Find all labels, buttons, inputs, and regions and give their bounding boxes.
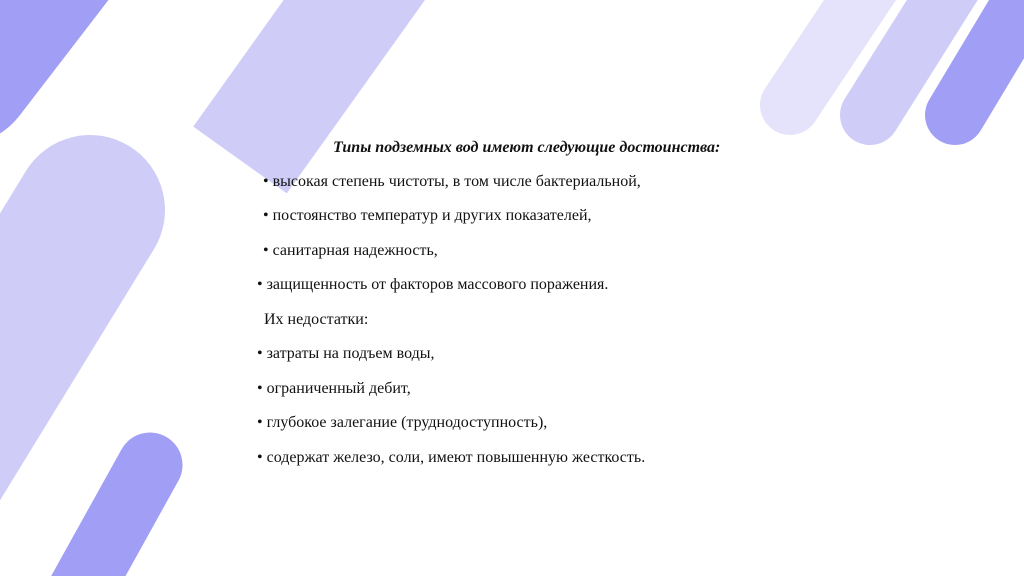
advantage-item: • постоянство температур и других показателей, xyxy=(263,207,592,224)
disadvantage-item: • глубокое залегание (труднодоступность), xyxy=(257,414,548,431)
advantage-item: • санитарная надежность, xyxy=(263,242,438,259)
disadvantage-item: • содержат железо, соли, имеют повышенную жесткость. xyxy=(257,449,646,466)
disadvantage-item: • ограниченный дебит, xyxy=(257,380,411,397)
disadvantages-label: Их недостатки: xyxy=(264,311,369,328)
disadvantage-item: • затраты на подъем воды, xyxy=(257,345,435,362)
slide-heading: Типы подземных вод имеют следующие достоинства: xyxy=(333,139,721,156)
advantage-item: • высокая степень чистоты, в том числе бактериальной, xyxy=(263,173,641,190)
advantage-item: • защищенность от факторов массового поражения. xyxy=(257,276,609,293)
